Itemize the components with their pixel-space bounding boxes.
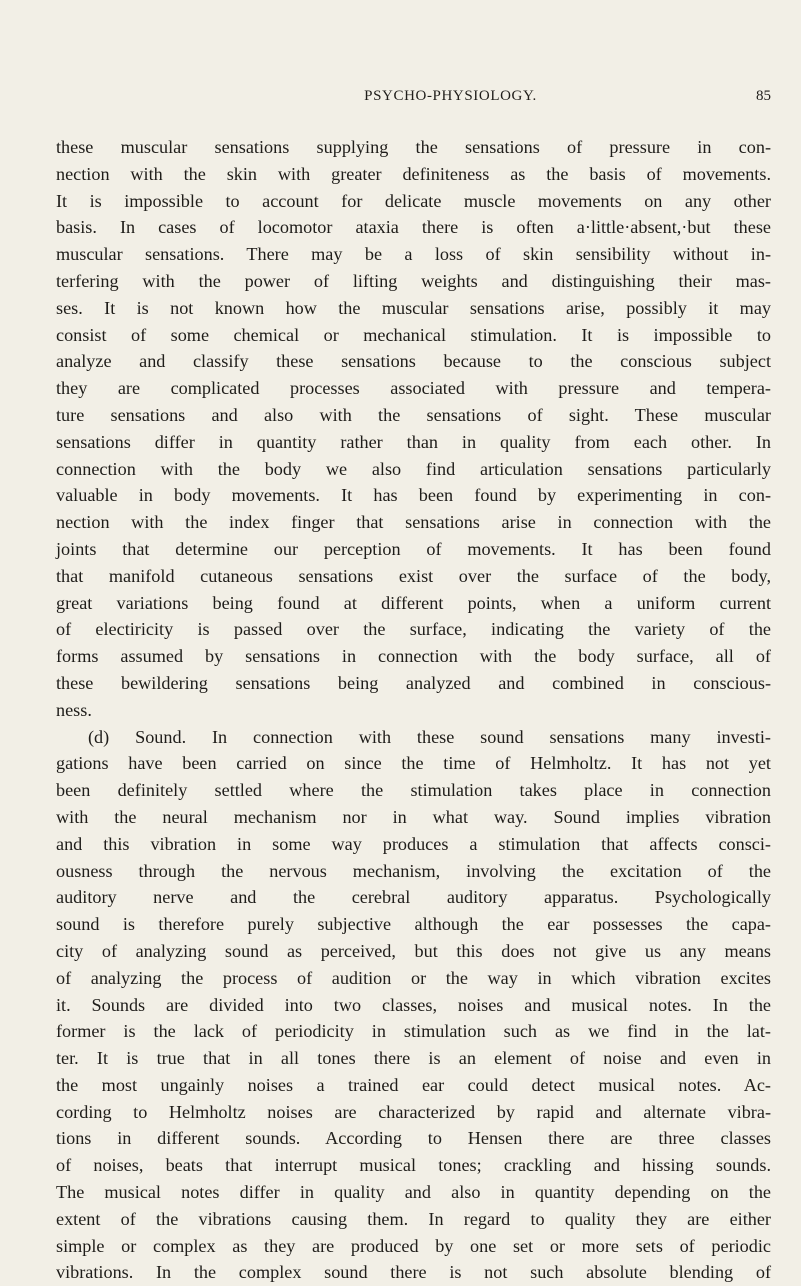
text-line: forms assumed by sensations in connection with the body surface, all of <box>56 646 771 667</box>
text-line: cording to Helmholtz noises are characterized by rapid and alternate vibra- <box>56 1101 771 1122</box>
text-line: with the neural mechanism nor in what way. Sound implies vibration <box>56 806 771 827</box>
text-line: simple or complex as they are produced by one set or more sets of periodic <box>56 1235 771 1256</box>
text-line: they are complicated processes associated with pressure and tempera- <box>56 378 771 399</box>
text-line: muscular sensations. There may be a loss of skin sensibility without in- <box>56 244 771 265</box>
text-line: been definitely settled where the stimulation takes place in connection <box>56 780 771 801</box>
text-line: The musical notes differ in quality and also in quantity depending on the <box>56 1182 771 1203</box>
text-line: basis. In cases of locomotor ataxia there is often a·little·absent,·but these <box>56 217 771 238</box>
text-line: sensations differ in quantity rather than in quality from each other. In <box>56 431 771 452</box>
text-line: sound is therefore purely subjective although the ear possesses the capa- <box>56 914 771 935</box>
text-line: connection with the body we also find articulation sensations particularly <box>56 458 771 479</box>
text-line: nection with the index finger that sensations arise in connection with the <box>56 512 771 533</box>
text-line: and this vibration in some way produces a stimulation that affects consci- <box>56 833 771 854</box>
running-head <box>60 88 771 110</box>
text-line: city of analyzing sound as perceived, but this does not give us any means <box>56 940 771 961</box>
text-line: ses. It is not known how the muscular sensations arise, possibly it may <box>56 297 771 318</box>
page-number: 85 <box>756 88 771 104</box>
text-line: former is the lack of periodicity in stimulation such as we find in the lat- <box>56 1021 771 1042</box>
section-heading-line: (d) Sound. In connection with these sound sensations many investi- <box>88 726 771 747</box>
text-line: terfering with the power of lifting weights and distinguishing their mas- <box>56 270 771 291</box>
text-line: the most ungainly noises a trained ear could detect musical notes. Ac- <box>56 1074 771 1095</box>
text-line: joints that determine our perception of movements. It has been found <box>56 538 771 559</box>
text-line: ness. <box>56 699 92 720</box>
text-line: consist of some chemical or mechanical stimulation. It is impossible to <box>56 324 771 345</box>
text-line: these bewildering sensations being analyzed and combined in conscious- <box>56 672 771 693</box>
text-line: of noises, beats that interrupt musical tones; crackling and hissing sounds. <box>56 1155 771 1176</box>
text-line: ousness through the nervous mechanism, involving the excitation of the <box>56 860 771 881</box>
body-text <box>56 134 771 1286</box>
text-line: these muscular sensations supplying the sensations of pressure in con- <box>56 137 771 157</box>
text-line: of analyzing the process of audition or the way in which vibration excites <box>56 967 771 988</box>
text-line: vibrations. In the complex sound there is not such absolute blending of <box>56 1262 771 1283</box>
text-line: analyze and classify these sensations because to the conscious subject <box>56 351 771 372</box>
text-line: ter. It is true that in all tones there is an element of noise and even in <box>56 1048 771 1069</box>
running-title: PSYCHO-PHYSIOLOGY. <box>364 88 537 104</box>
text-line: It is impossible to account for delicate muscle movements on any other <box>56 190 771 211</box>
text-line: valuable in body movements. It has been found by experimenting in con- <box>56 485 771 506</box>
text-line: nection with the skin with greater definiteness as the basis of movements. <box>56 163 771 184</box>
text-line: extent of the vibrations causing them. In regard to quality they are either <box>56 1208 771 1229</box>
text-line: it. Sounds are divided into two classes, noises and musical notes. In the <box>56 994 771 1015</box>
text-line: great variations being found at different points, when a uniform current <box>56 592 771 613</box>
text-line: ture sensations and also with the sensations of sight. These muscular <box>56 404 771 425</box>
text-line: of electiricity is passed over the surface, indicating the variety of the <box>56 619 771 640</box>
text-line: that manifold cutaneous sensations exist over the surface of the body, <box>56 565 771 586</box>
text-line: tions in different sounds. According to Hensen there are three classes <box>56 1128 771 1149</box>
text-line: gations have been carried on since the time of Helmholtz. It has not yet <box>56 753 771 774</box>
text-line: auditory nerve and the cerebral auditory apparatus. Psychologically <box>56 887 771 908</box>
